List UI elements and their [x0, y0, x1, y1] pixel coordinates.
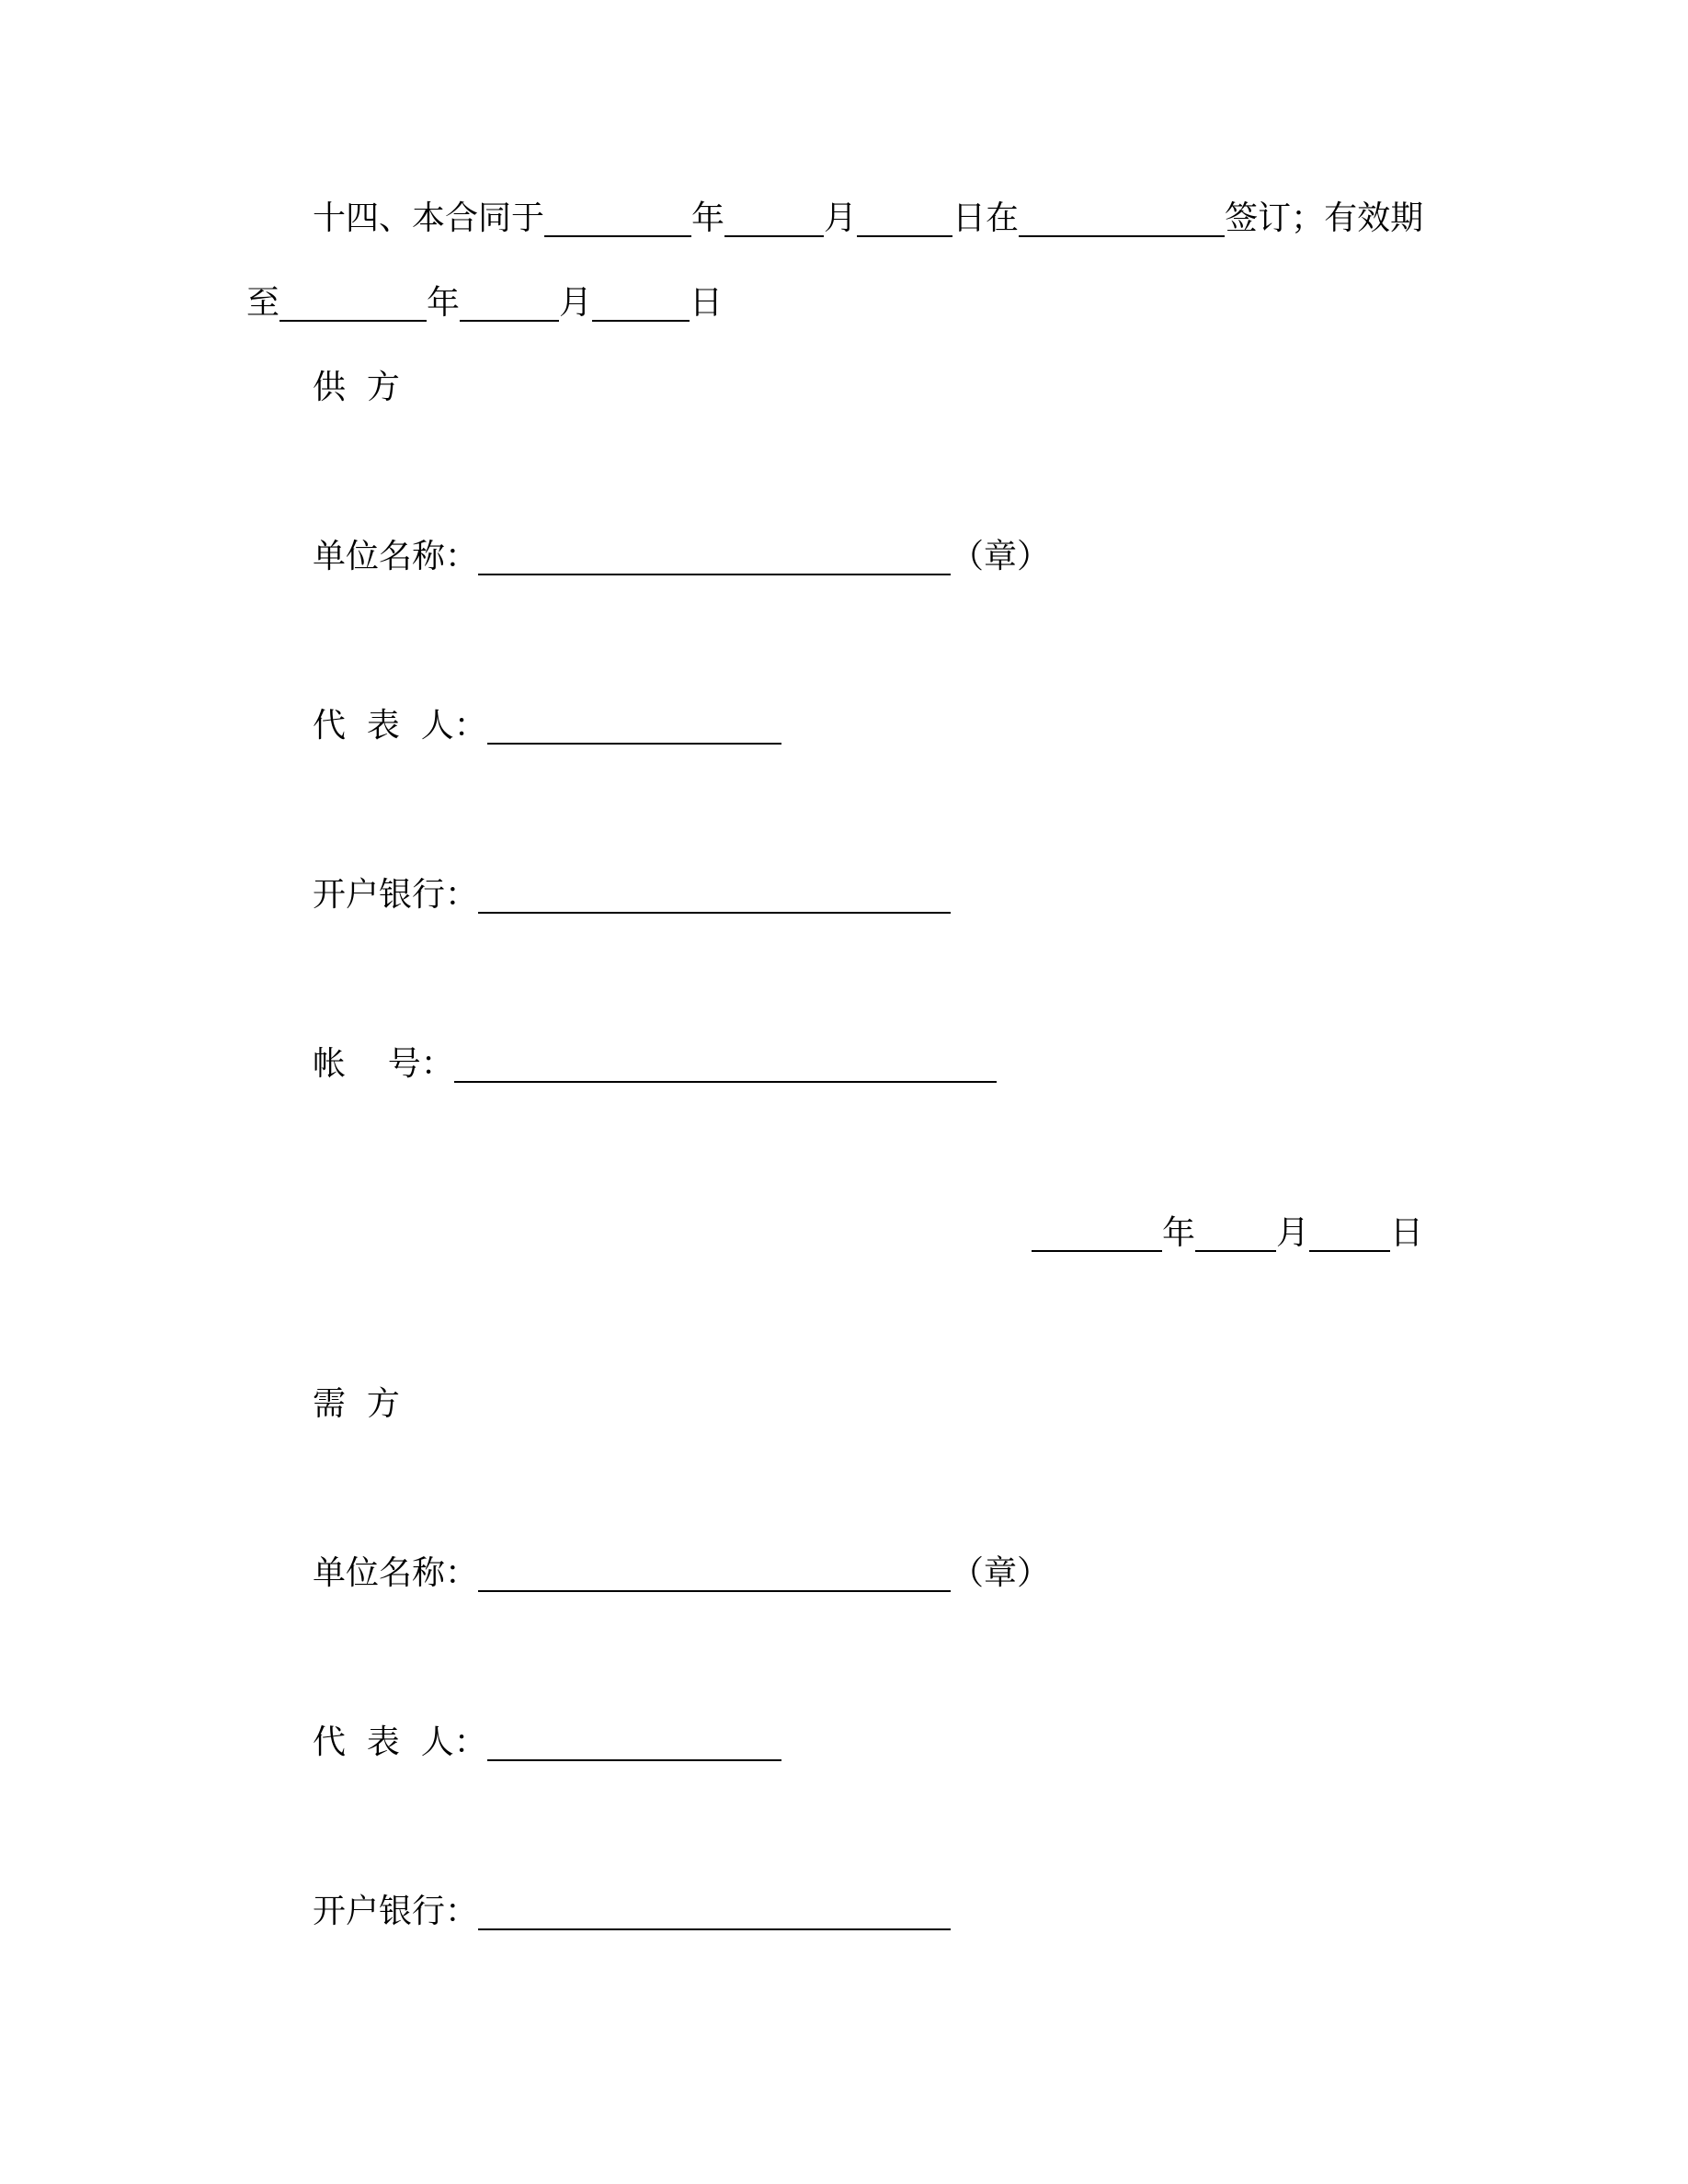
- year-label: 年: [427, 284, 461, 322]
- contract-year-blank[interactable]: [544, 204, 691, 237]
- expiry-year-blank[interactable]: [279, 289, 427, 322]
- supplier-representative-blank[interactable]: [487, 711, 781, 745]
- clause14-line2: [246, 285, 723, 322]
- buyer-bank-row: [313, 1894, 951, 1930]
- supplier-account-row: [313, 1046, 997, 1083]
- clause14-line1: [313, 200, 1423, 237]
- supplier-representative-row: [313, 708, 781, 745]
- signing-date-row: [1032, 1215, 1423, 1252]
- day-at-label: 日在: [952, 199, 1020, 237]
- day-label: 日: [1390, 1214, 1424, 1252]
- supplier-unit-name-blank[interactable]: [478, 542, 951, 575]
- buyer-unit-name-row: [313, 1555, 1050, 1592]
- bank-label: 开户银行：: [313, 1893, 479, 1930]
- supplier-bank-row: [313, 877, 951, 914]
- seal-label: （章）: [951, 1554, 1051, 1592]
- bank-label: 开户银行：: [313, 876, 479, 914]
- day-label: 日: [690, 284, 724, 322]
- supplier-unit-name-row: [313, 539, 1050, 575]
- month-label: 月: [824, 199, 858, 237]
- expiry-day-blank[interactable]: [592, 289, 690, 322]
- sign-year-blank[interactable]: [1032, 1219, 1162, 1252]
- supplier-account-blank[interactable]: [454, 1050, 997, 1083]
- month-label: 月: [559, 284, 593, 322]
- representative-label: 代 表 人：: [313, 707, 487, 745]
- unit-name-label: 单位名称：: [313, 1554, 479, 1592]
- buyer-representative-row: [313, 1724, 781, 1761]
- buyer-representative-blank[interactable]: [487, 1728, 781, 1761]
- unit-name-label: 单位名称：: [313, 538, 479, 575]
- clause14-suffix: 签订；有效期: [1225, 199, 1424, 237]
- sign-day-blank[interactable]: [1309, 1219, 1390, 1252]
- year-label: 年: [1162, 1214, 1196, 1252]
- month-label: 月: [1276, 1214, 1310, 1252]
- representative-label: 代 表 人：: [313, 1723, 487, 1761]
- buyer-unit-name-blank[interactable]: [478, 1559, 951, 1592]
- clause14-prefix: 十四、本合同于: [313, 199, 545, 237]
- sign-month-blank[interactable]: [1195, 1219, 1276, 1252]
- contract-month-blank[interactable]: [724, 204, 824, 237]
- contract-place-blank[interactable]: [1019, 204, 1225, 237]
- seal-label: （章）: [951, 538, 1051, 575]
- buyer-bank-blank[interactable]: [478, 1897, 951, 1930]
- year-label: 年: [691, 199, 725, 237]
- contract-day-blank[interactable]: [857, 204, 952, 237]
- expiry-month-blank[interactable]: [460, 289, 559, 322]
- account-label: 帐 号：: [313, 1045, 454, 1083]
- supplier-bank-blank[interactable]: [478, 881, 951, 914]
- supplier-heading: 供 方: [313, 369, 400, 406]
- buyer-heading: 需 方: [313, 1385, 400, 1423]
- until-label: 至: [246, 284, 280, 322]
